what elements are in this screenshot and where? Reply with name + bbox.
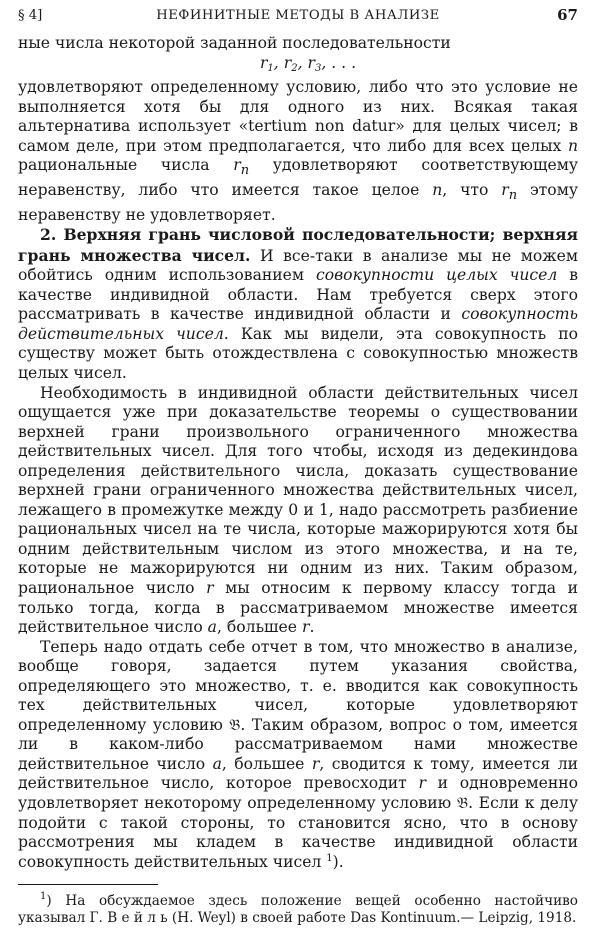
footnote-marker: 1: [40, 891, 47, 903]
running-title: НЕФИНИТНЫЕ МЕТОДЫ В АНАЛИЗЕ: [156, 8, 440, 23]
paragraph-continuation: [18, 78, 578, 225]
formula-dots: , . . .: [321, 53, 357, 72]
footnote-marker-paren: ): [46, 893, 52, 910]
math-r: r: [206, 578, 214, 597]
formula-sub1: 1: [267, 62, 274, 74]
text-run: в качестве индивидной области. Нам требуется сверх этого рассматривать в качестве индивидной области и: [18, 266, 578, 324]
text-run: , большее: [216, 618, 302, 637]
footnote: [18, 893, 578, 927]
text-run: удовлетворяют соответствующему неравенству, либо что имеется такое целое: [18, 156, 579, 199]
running-header: [18, 4, 578, 34]
footnote-text: На обсуждаемое здесь положение вещей особенно настойчиво указывал Г. В е й л ь (H. Weyl) в своей работе Das Kontinuum.— Leipzig, 1918.: [18, 893, 578, 927]
text-run: ).: [332, 852, 344, 871]
footnote-separator: [18, 884, 158, 885]
formula-r1: r: [259, 53, 268, 72]
text-run: , что: [442, 180, 502, 199]
section-marker: § 4]: [18, 8, 43, 23]
text-run: Теперь надо отдать себе отчет в том, что множество в анализе, вообще говоря, задается путем указания свойства, определяющего это множество, т. е. вводится как совокупность тех действительных чисел, которые удовлетворяют определенному условию 𝔅. Таким образом, вопрос о том, имеется ли в каком-либо рассматриваемом нами множестве действительное число: [18, 637, 578, 773]
text-run: удовлетворяют определенному условию, либо что это условие не выполняется хотя бы для одного из них. Всякая такая альтернатива использует «tertium non datur» для целых чисел; в самом деле, при этом предполагается, что либо для всех целых: [18, 78, 578, 155]
math-r: r: [311, 754, 320, 773]
page: [18, 4, 578, 941]
formula-sep1: ,: [273, 53, 284, 72]
math-n: n: [567, 136, 578, 155]
formula-r3: r: [307, 53, 315, 72]
paragraph-set-definition: [18, 638, 578, 873]
math-r: r: [418, 774, 426, 793]
math-r: r: [233, 156, 241, 175]
text-run: , сводится к тому, имеется ли действительное число, которое превосходит: [18, 754, 578, 793]
emphasis-text: совокупность действительных чисел.: [18, 305, 578, 343]
text-run: Как мы видели, эта совокупность по существу может быть отождествлена с совокупностью множеств целых чисел.: [18, 324, 578, 382]
math-a: a: [207, 618, 217, 637]
emphasis-text: совокупности целых чисел: [315, 266, 558, 285]
paragraph-continuation-start: ные числа некоторой заданной последовательности: [18, 34, 451, 52]
math-a: a: [212, 754, 222, 773]
math-sub-n: n: [508, 188, 518, 204]
math-n: n: [432, 180, 443, 199]
paragraph-upper-bound: [18, 384, 578, 638]
text-run: рациональные числа: [18, 156, 234, 175]
math-r: r: [301, 618, 310, 637]
text-run: мы относим к первому классу тогда и только тогда, когда в рассматриваемом множестве имеется действительное число: [18, 578, 578, 637]
text-run: .: [309, 618, 315, 637]
text-run: этому неравенству не удовлетворяет.: [18, 180, 578, 224]
formula-sub3: 3: [314, 62, 322, 74]
sequence-formula: [18, 54, 578, 79]
formula-r2: r: [283, 53, 292, 72]
section-subtitle: 2. Верхняя грань числовой последовательности; верхняя грань множества чисел.: [18, 225, 578, 265]
formula-sep2: ,: [297, 53, 308, 72]
text-run: и одновременно удовлетворяет некоторому определенному условию 𝔅. Если к делу подойти с такой стороны, то становится ясно, что в основу рассмотрения мы кладем в качестве индивидной области совокупность действительных чисел: [18, 774, 578, 871]
page-number: 67: [557, 6, 578, 24]
text-run: , большее: [221, 754, 312, 773]
formula-sub2: 2: [291, 62, 298, 74]
math-r: r: [501, 180, 509, 199]
text-run: Необходимость в индивидной области действительных чисел ощущается уже при доказательстве теоремы о существовании верхней грани произвольного ограниченного множества действительных чисел. Для того чтобы, исходя из дедекиндова определения действительного числа, доказать существование верхней грани ограниченного множества действительных чисел, лежащего в промежутке между 0 и 1, надо рассмотреть разбиение рациональных чисел на те числа, которые мажорируются хотя бы одним действительным числом из этого множества, и на те, которые не мажорируются ни одним из них. Таким образом, рациональное число: [18, 383, 578, 597]
paragraph-section-2: [18, 225, 578, 383]
body-text: [18, 34, 578, 872]
text-run: И все-таки в анализе мы не можем обойтись одним использованием: [18, 246, 578, 285]
footnote-reference[interactable]: 1: [326, 852, 333, 864]
math-sub-n: n: [240, 163, 250, 179]
